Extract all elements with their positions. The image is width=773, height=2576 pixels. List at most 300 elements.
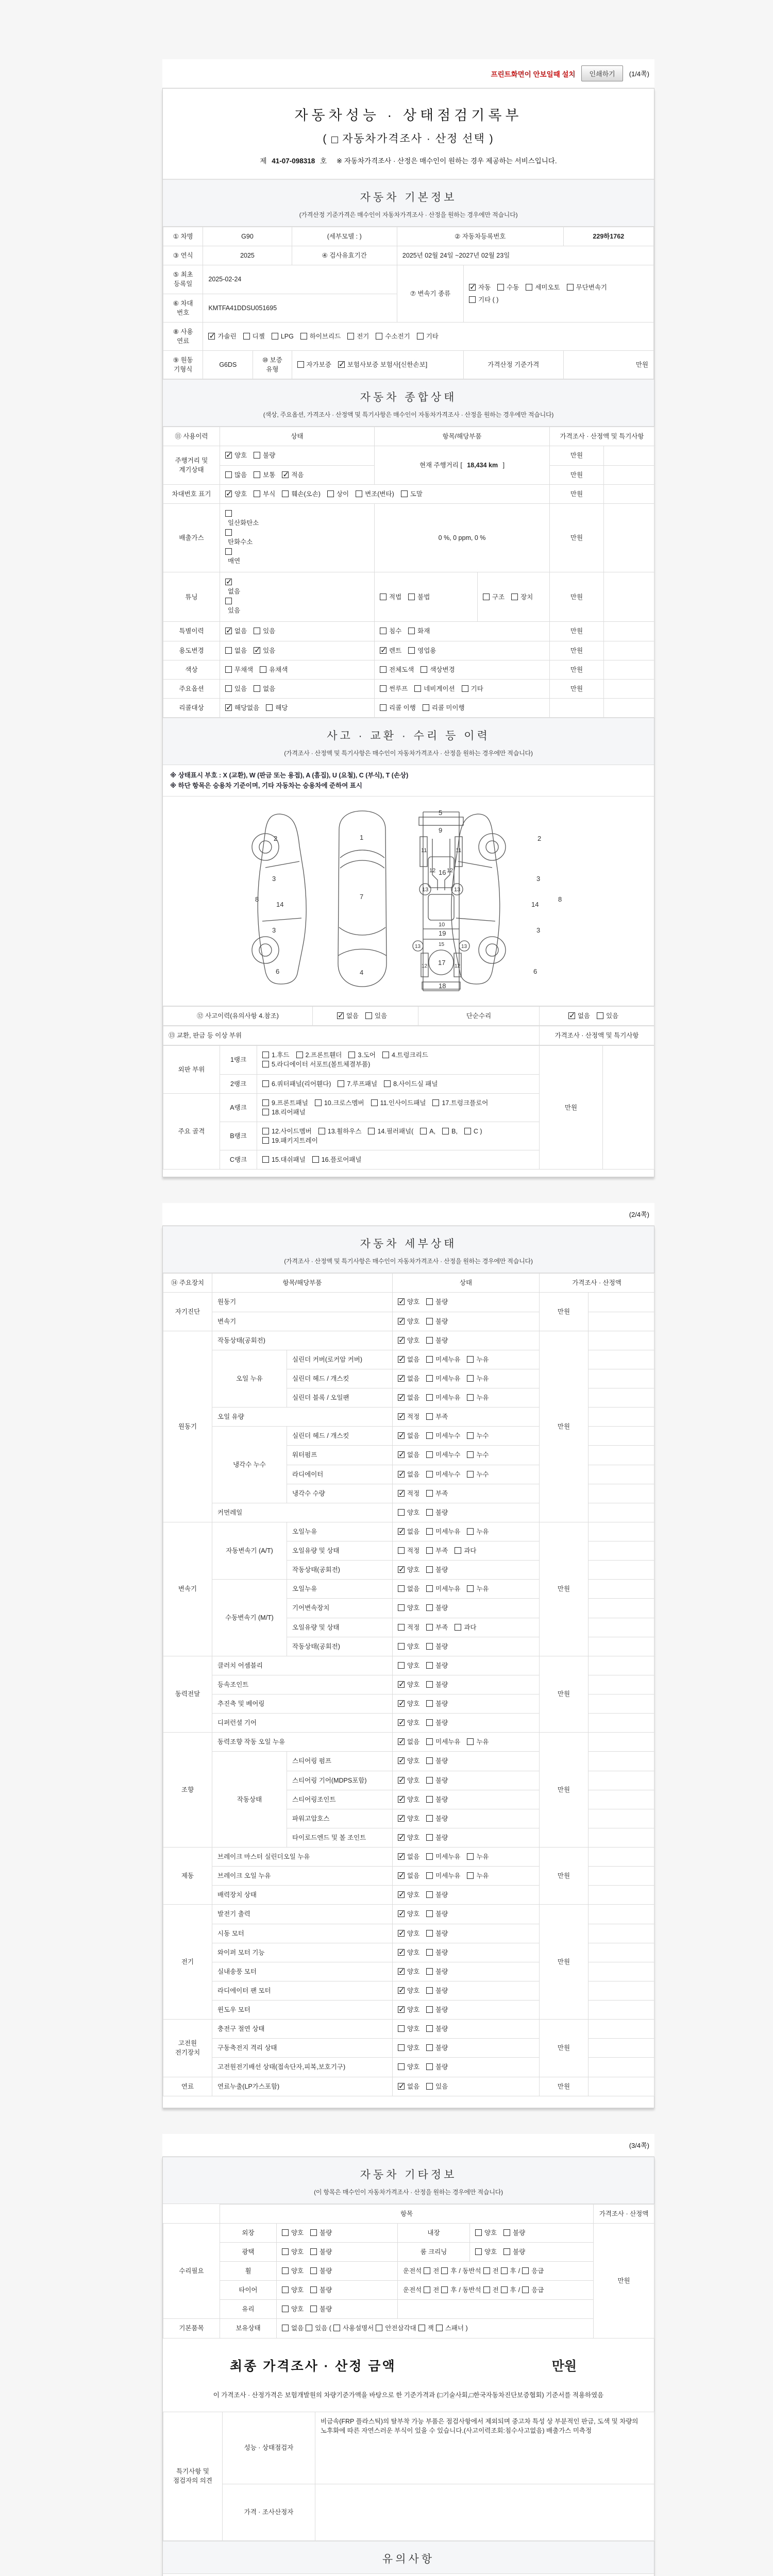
roomclean-options [470,2242,594,2261]
table-row [163,2262,654,2281]
table-row [163,622,654,641]
checkbox-option [467,1355,489,1364]
checkbox-option [426,1833,448,1842]
option-label: 불량 [263,452,276,460]
checkbox-icon [483,2286,490,2293]
option-label: 전 [433,2267,440,2275]
state-cell [393,1484,540,1503]
option-label: 부족 [435,1547,448,1554]
part-cell: 실린더 헤드 / 개스킷 [287,1369,393,1388]
price-cell: 만원 [550,465,604,484]
checkbox-option [398,1412,419,1421]
checkbox-option [398,1718,419,1727]
checkbox-option [432,1098,488,1108]
option-label: 누유 [476,1853,489,1860]
option-label: 10.크로스멤버 [324,1099,364,1107]
checkbox-option [262,1050,290,1060]
option-label: 부족 [435,1623,448,1631]
checkbox-option [408,646,436,655]
checkbox-option [225,548,369,566]
option-label: 있음 [228,607,241,615]
checkbox-option [398,1603,419,1613]
checkbox-icon [408,647,415,654]
checkbox-icon [469,296,476,303]
emission-label: 배출가스 [163,503,220,572]
option-label: 불량 [435,1700,448,1707]
state-cell [393,1905,540,1924]
checkbox-option [421,665,455,674]
checkbox-option [262,1108,306,1117]
checkbox-option [417,332,439,341]
checkbox-option [426,1546,448,1555]
state-cell [393,1427,540,1446]
fuel-label: ⑧ 사용 연료 [163,322,203,350]
checkbox-option [300,332,341,341]
option-label: 없음 [263,685,276,692]
checkbox-icon [426,1624,433,1631]
notes-header [163,2541,654,2574]
checkbox-icon [467,1451,474,1458]
checkbox-icon [282,2229,289,2236]
checked-checkbox-icon [398,1298,405,1305]
accident-history-table [163,1006,654,1026]
checkbox-icon [436,2325,443,2331]
table-row [163,227,654,246]
checkbox-option [225,579,369,596]
checkbox-option [272,332,294,341]
checkbox-option [282,489,321,499]
checkbox-icon [467,1432,474,1439]
checked-checkbox-icon [338,361,345,368]
checkbox-option [398,1470,419,1479]
remark-cell [589,2039,654,2058]
svg-text:13: 13 [414,944,421,950]
fuel-options [203,322,654,350]
checkbox-option [266,703,288,713]
price-cell: 만원 [540,1656,589,1733]
checkbox-icon [426,1585,433,1592]
checkbox-option [426,2082,448,2091]
checkbox-option [398,1393,419,1402]
remark-cell [589,1503,654,1522]
checkbox-option [262,1136,318,1145]
option-label: 양호 [407,1757,420,1765]
item-cell: 오일 유량 [212,1408,393,1427]
checkbox-icon [398,1643,405,1650]
recall-options [220,698,375,717]
table-row [163,641,654,660]
checkbox-option [426,1871,460,1880]
svg-text:19: 19 [438,929,446,937]
checkbox-icon [398,1624,405,1631]
checkbox-icon [380,594,386,600]
checkbox-icon [398,1509,405,1516]
option-label: 불량 [435,2063,448,2071]
checkbox-icon [421,666,427,673]
option-label: A, [429,1127,436,1135]
checkbox-icon [282,2286,289,2293]
checkbox-option [282,2266,304,2276]
checkbox-option [380,646,401,655]
price-cell: 만원 [540,1733,589,1848]
tuning-yes [225,598,369,615]
part-cell: 스티어링 펌프 [287,1752,393,1771]
option-label: 양호 [291,2267,304,2275]
tire-label: 타이어 [220,2281,277,2300]
checkbox-icon [376,2325,382,2331]
engine-type-label: ⑨ 원동 기형식 [163,351,203,379]
appraiser-opinion-label: 가격 · 조사산정자 [223,2484,315,2540]
price-cell: 만원 [550,484,604,503]
checkbox-option [475,2247,497,2257]
option-label: 없음 [407,1872,420,1880]
notes-block1-title [163,2574,654,2576]
option-label: 양호 [407,1317,420,1325]
device-cell: 연료 [163,2077,212,2096]
checkbox-option [398,2005,419,2014]
checkbox-option [426,1661,448,1670]
svg-text:5: 5 [438,809,442,817]
etc-table [163,2204,654,2338]
basic-info-header [163,179,654,227]
checkbox-option [398,1374,419,1383]
table-row [163,2300,654,2319]
polish-label: 광택 [220,2242,277,2261]
remark-cell [589,1962,654,1981]
option-label: 양호 [407,1604,420,1612]
remark-cell [604,503,654,572]
checkbox-icon [441,2286,448,2293]
checkbox-icon [398,1662,405,1669]
overall-table [163,427,654,718]
checkbox-icon [380,704,386,711]
car-name-value: G90 [203,227,292,246]
svg-text:3: 3 [536,875,540,883]
checkbox-icon [282,2306,289,2312]
checkbox-option [348,1050,376,1060]
checked-checkbox-icon [398,1681,405,1688]
checkbox-icon [423,704,429,711]
svg-text:14: 14 [531,901,539,908]
checkbox-option [497,283,519,292]
checkbox-option [262,1060,370,1069]
checkbox-option [356,489,394,499]
checkbox-icon [310,2306,317,2312]
recall-label: 리콜대상 [163,698,220,717]
accident-history-options [313,1007,418,1026]
part-cell: 오일누유 [287,1522,393,1541]
state-cell [393,1771,540,1790]
checkbox-option [398,2062,419,2072]
option-label: 양호 [291,2248,304,2256]
checked-checkbox-icon [398,1451,405,1458]
option-label: 있음 [435,2082,448,2090]
device-cell: 원동기 [163,1331,212,1522]
option-label: 안전삼각대 [385,2325,416,2332]
checkbox-icon [254,628,260,634]
remark-cell [589,1656,654,1675]
option-label: 잭 [427,2325,434,2332]
option-label: 불량 [513,2248,526,2256]
checkbox-option [398,1890,419,1900]
checkbox-icon [371,1099,378,1106]
option-text: / [518,2267,520,2275]
vin-value: KMTFA41DDSU051695 [203,294,397,322]
part-cell: 냉각수 수량 [287,1484,393,1503]
svg-text:12: 12 [454,963,460,969]
checkbox-option [282,2324,304,2333]
checkbox-option [398,1852,419,1861]
option-label: 양호 [291,2229,304,2236]
checkbox-option [426,1852,460,1861]
checkbox-icon [312,1156,319,1163]
option-label: 불량 [435,1757,448,1765]
remark-cell [604,698,654,717]
checkbox-icon [414,685,421,692]
checkbox-option [376,332,410,341]
checkbox-icon [464,1128,471,1134]
emission-options-2 [225,548,369,566]
transmission-options [464,265,654,323]
svg-text:15: 15 [438,942,444,947]
device-cell: 동력전달 [163,1656,212,1733]
checkbox-icon [262,1137,269,1144]
checkbox-option [483,592,505,602]
checkbox-icon [501,2267,508,2274]
checkbox-option [567,283,607,292]
checkbox-icon [455,1547,461,1554]
checkbox-option [467,1393,489,1402]
checkbox-icon [380,685,386,692]
option-label: 하이브리드 [309,332,341,340]
remark-cell [589,1465,654,1484]
checkbox-icon [426,1604,433,1611]
option-label: 양호 [407,1509,420,1516]
state-cell [393,1388,540,1408]
checkbox-option [225,470,247,480]
item-cell: 충전구 절연 상태 [212,2020,393,2039]
checkbox-option [225,684,247,693]
detail-row [163,1656,654,1675]
abnormal-price-label: 가격조사 · 산정액 및 특기사항 [540,1026,654,1045]
checkbox-icon [300,333,307,340]
option-label: 없음 [407,1432,420,1440]
option-label: LPG [280,332,294,340]
option-label: 변조(변타) [365,490,394,498]
checkbox-option [426,1317,448,1326]
glass-options [277,2300,398,2319]
option-text: 운전석 [403,2267,422,2275]
checkbox-icon [262,1099,269,1106]
price-cell: 만원 [540,2077,589,2096]
option-label: 과다 [464,1623,477,1631]
table-header-row [163,427,654,446]
checkbox-option [225,451,247,460]
checkbox-option [398,1527,419,1536]
option-label: 1.후드 [272,1052,290,1059]
option-label: B, [451,1127,458,1135]
price-cell: 만원 [550,503,604,572]
checked-checkbox-icon [398,1910,405,1917]
exterior-options [277,2223,398,2242]
remark-cell [589,1981,654,2000]
option-label: 세미오토 [535,283,560,291]
part-cell: 작동상태(공회전) [287,1561,393,1580]
tire-options [277,2281,398,2300]
checkbox-icon [426,1719,433,1726]
part-cell: 작동상태(공회전) [287,1637,393,1656]
checkbox-icon [254,471,260,478]
checkbox-option [483,2285,499,2295]
checkbox-option [380,592,401,602]
table-row [163,2242,654,2261]
option-label: 적정 [407,1413,420,1421]
option-label: 9.프론트패널 [272,1099,308,1107]
checkbox-icon [384,1080,391,1087]
checkbox-icon [424,2286,430,2293]
option-label: 누수 [476,1470,489,1478]
checkbox-option [426,1890,448,1900]
option-label: 15.대쉬패널 [272,1156,306,1164]
checkbox-option [398,1661,419,1670]
svg-text:18: 18 [438,982,446,990]
device-cell: 조향 [163,1733,212,1848]
table-row [163,1026,654,1045]
option-label: 양호 [407,1910,420,1918]
option-label: 양호 [484,2229,497,2236]
option-label: 도말 [410,490,423,498]
checked-checkbox-icon [398,1891,405,1898]
remark-cell [589,2077,654,2096]
checkbox-option [306,2324,331,2333]
option-label: 무채색 [234,666,254,673]
option-label: 불량 [435,1968,448,1975]
checkbox-option [225,598,369,615]
state-cell [393,1312,540,1331]
option-label: 양호 [484,2248,497,2256]
abnormal-parts-label: ⑬ 교환, 판금 등 이상 부위 [163,1026,540,1045]
remark-cell [589,1694,654,1714]
checkbox-icon [262,1128,269,1134]
checkbox-icon [426,1834,433,1841]
wheel-options [277,2262,398,2281]
option-label: 2.프론트휀더 [305,1052,342,1059]
option-label: 사용설명서 [342,2325,374,2332]
price-cell: 만원 [550,622,604,641]
price-cell: 만원 [550,679,604,698]
option-label: 해당 [275,704,288,711]
detail-table [163,1273,654,2096]
option-label: 없음 [407,1375,420,1382]
checkbox-option [338,1079,377,1089]
checkbox-option [426,1450,460,1460]
remark-cell [604,446,654,465]
option-label: 해당없음 [234,704,260,711]
price-basis-line: 이 가격조사 · 산정가격은 보험개발원의 차량기준가액을 바탕으로 한 기준가격과 (□기술사회,□한국자동차진단보증협회) 기준서를 적용하였음 [213,2391,604,2399]
checkbox-option [426,1489,448,1498]
option-label: 미세누유 [435,1528,461,1535]
title-block [163,89,654,179]
option-label: 양호 [407,2063,420,2071]
rank1-options [257,1046,540,1074]
checkbox-option [426,1642,448,1651]
print-button[interactable]: 인쇄하기 [581,65,623,81]
checked-checkbox-icon [398,1968,405,1975]
checkbox-icon [426,1471,433,1478]
option-label: 양호 [407,1891,420,1899]
option-label: 없음 [407,2082,420,2090]
checkbox-icon [441,2267,448,2274]
hold-state-label: 보유상태 [220,2319,277,2338]
detail-row [163,2077,654,2096]
state-cell [393,2001,540,2020]
part-cell: 오일누유 [287,1580,393,1599]
checkbox-icon [254,685,260,692]
state-cell [393,2020,540,2039]
option-label: 3.도어 [358,1052,376,1059]
state-cell [393,1886,540,1905]
option-label: 불량 [435,1298,448,1306]
remark-cell [589,1905,654,1924]
option-label: 부족 [435,1413,448,1421]
accident-note: (가격조사 · 산정액 및 특기사항은 매수인이 자동차가격조사 · 산정을 원하는 경우에만 적습니다) [284,750,533,757]
checkbox-option [426,1737,460,1747]
checkbox-icon [297,361,304,368]
checkbox-icon [426,2025,433,2032]
option-label: 양호 [407,2006,420,2013]
checkbox-icon [522,2267,529,2274]
checkbox-option [310,2247,332,2257]
item-cell: 등속조인트 [212,1675,393,1694]
checkbox-icon [426,1356,433,1363]
option-label: 불법 [417,593,430,601]
vin-label: ⑥ 차대 번호 [163,294,203,322]
checkbox-option [225,489,247,499]
checkbox-icon [426,2083,433,2090]
item-cell: 실내송풍 모터 [212,1962,393,1981]
checkbox-option [467,1852,489,1861]
option-text: / [518,2286,520,2294]
checkbox-icon [426,1528,433,1535]
checkbox-option [522,2266,544,2276]
checkbox-icon [426,1777,433,1784]
option-label: 전기 [357,332,369,340]
remark-cell [589,1369,654,1388]
checkbox-icon [426,1490,433,1497]
main-option-label: 주요옵션 [163,679,220,698]
item-cell: 구동축전지 격리 상태 [212,2039,393,2058]
state-cell [393,1733,540,1752]
remark-cell [589,1733,654,1752]
overall-title: 자동차 종합상태 [360,392,457,404]
checkbox-option [368,1127,413,1136]
checkbox-option [380,665,414,674]
remark-cell [589,1446,654,1465]
checkbox-icon [398,2044,405,2051]
overall-header [163,379,654,427]
option-label: 기타 ( ) [478,296,499,303]
checkbox-icon [426,1375,433,1382]
checkbox-option [501,2285,516,2295]
option-label: 미세누유 [435,1872,461,1880]
checkbox-icon [426,1432,433,1439]
install-print-link[interactable]: 프린트화면이 안보일때 설치 [491,70,576,78]
svg-text:1: 1 [359,834,363,841]
checked-checkbox-icon [398,1337,405,1344]
checkbox-option [398,1833,419,1842]
checked-checkbox-icon [398,1930,405,1937]
detail-title: 자동차 세부상태 [360,1238,457,1250]
